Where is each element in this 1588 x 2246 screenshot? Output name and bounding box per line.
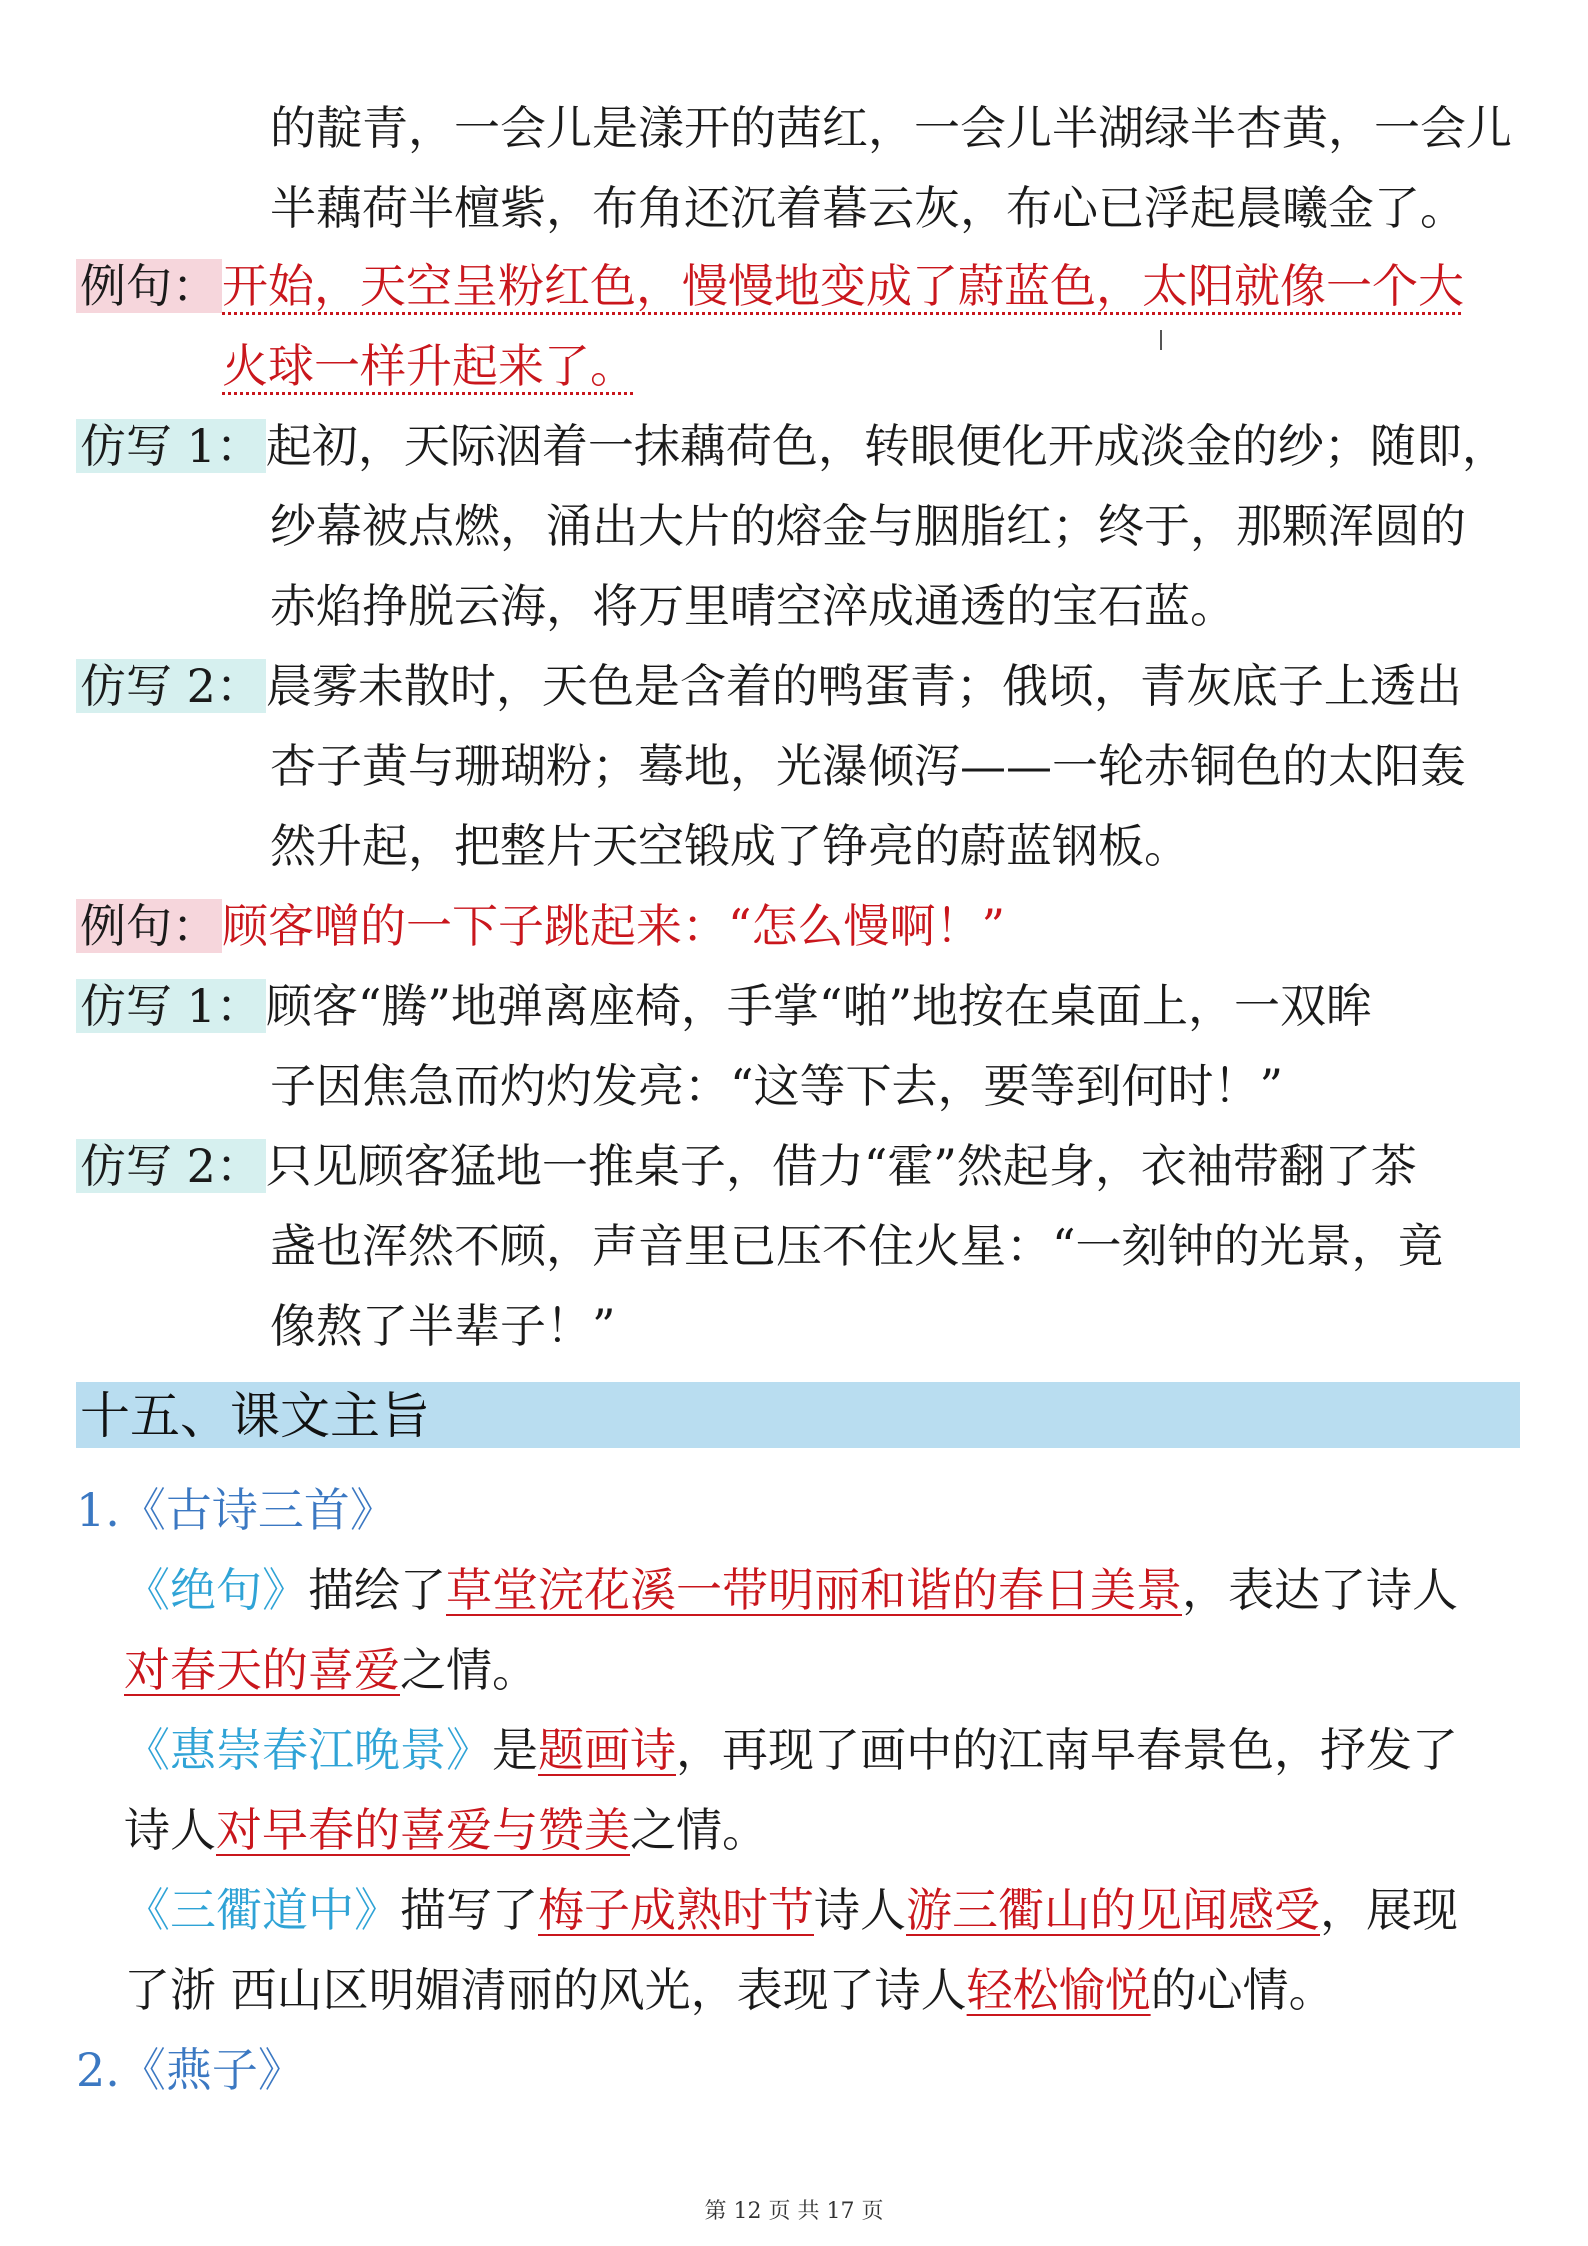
imitation-text: 杏子黄与珊瑚粉；蓦地，光瀑倾泻——一轮赤铜色的太阳轰 [270,739,1466,793]
paragraph-line: 半藕荷半檀紫，布角还沉着暮云灰，布心已浮起晨曦金了。 [270,181,1466,235]
poem-summary-3 [124,1882,1458,1938]
example-block-1 [76,258,1464,314]
item-heading: 1.《古诗三首》 [76,1483,396,1537]
item-heading: 2.《燕子》 [76,2043,304,2097]
example-block-2 [76,898,1005,954]
poem-summary-1-cont [124,1642,538,1698]
imitation-label: 仿写 1： [76,979,266,1033]
example-sentence: 火球一样升起来了。 [222,339,636,393]
summary-text: 描写了 [400,1883,538,1937]
paragraph-line: 的靛青，一会儿是漾开的茜红，一会儿半湖绿半杏黄，一会儿 [270,101,1512,155]
key-phrase: 草堂浣花溪一带明丽和谐的春日美景 [446,1563,1182,1617]
summary-text: 之情。 [630,1803,768,1857]
imitation-block-2 [76,658,1462,714]
summary-text: 诗人 [814,1883,906,1937]
example-label: 例句： [76,899,222,953]
imitation-block-1 [76,418,1508,474]
example-sentence-cont [222,338,636,394]
example-sentence: 顾客噌的一下子跳起来：“怎么慢啊！” [222,899,1006,953]
summary-text: 描绘了 [308,1563,446,1617]
poem-title: 《三衢道中》 [124,1883,400,1937]
imitation-label: 仿写 1： [76,419,266,473]
section-title: 十五、课文主旨 [80,1387,430,1445]
imitation-text: 纱幕被点燃，涌出大片的熔金与胭脂红；终于，那颗浑圆的 [270,499,1466,553]
imitation-text: 子因焦急而灼灼发亮：“这等下去，要等到何时！” [270,1059,1284,1113]
example-sentence: 开始，天空呈粉红色，慢慢地变成了蔚蓝色，太阳就像一个大 [222,259,1464,313]
imitation-label: 仿写 2： [76,659,266,713]
imitation-text: 只见顾客猛地一推桌子，借力“霍”然起身，衣袖带翻了茶 [265,1139,1417,1193]
summary-text: ，再现了画中的江南早春景色，抒发了 [676,1723,1458,1777]
poem-summary-2-cont [124,1802,768,1858]
key-phrase: 对早春的喜爱与赞美 [216,1803,630,1857]
key-phrase: 轻松愉悦 [966,1963,1151,2017]
poem-summary-2 [124,1722,1458,1778]
poem-summary-1 [124,1562,1458,1618]
imitation-text: 顾客“腾”地弹离座椅，手掌“啪”地按在桌面上，一双眸 [265,979,1372,1033]
example-label: 例句： [76,259,222,313]
imitation-text: 像熬了半辈子！” [270,1299,616,1353]
poem-title: 《绝句》 [124,1563,308,1617]
key-phrase: 题画诗 [538,1723,676,1777]
poem-title: 《惠崇春江晚景》 [124,1723,492,1777]
key-phrase: 梅子成熟时节 [538,1883,814,1937]
imitation-text: 赤焰挣脱云海，将万里晴空淬成通透的宝石蓝。 [270,579,1236,633]
summary-text: 的心情。 [1150,1963,1335,2017]
summary-text: ，表达了诗人 [1182,1563,1458,1617]
summary-text: 了浙 西山区明媚清丽的风光，表现了诗人 [124,1963,967,2017]
key-phrase: 游三衢山的见闻感受 [906,1883,1320,1937]
key-phrase: 对春天的喜爱 [124,1643,400,1697]
summary-text: 之情。 [400,1643,538,1697]
imitation-text: 晨雾未散时，天色是含着的鸭蛋青；俄顷，青灰底子上透出 [265,659,1462,713]
imitation-text: 然升起，把整片天空锻成了铮亮的蔚蓝钢板。 [270,819,1190,873]
summary-text: 是 [492,1723,538,1777]
imitation-label: 仿写 2： [76,1139,266,1193]
summary-text: 诗人 [124,1803,216,1857]
imitation-text: 起初，天际洇着一抹藕荷色，转眼便化开成淡金的纱；随即， [265,419,1508,473]
imitation-text: 盏也浑然不顾，声音里已压不住火星：“一刻钟的光景，竟 [270,1219,1444,1273]
page-footer: 第 12 页 共 17 页 [704,2199,884,2224]
imitation-block-4 [76,1138,1417,1194]
summary-text: ，展现 [1320,1883,1458,1937]
imitation-block-3 [76,978,1372,1034]
poem-summary-3-cont [124,1962,1335,2018]
stray-mark [1160,330,1168,350]
